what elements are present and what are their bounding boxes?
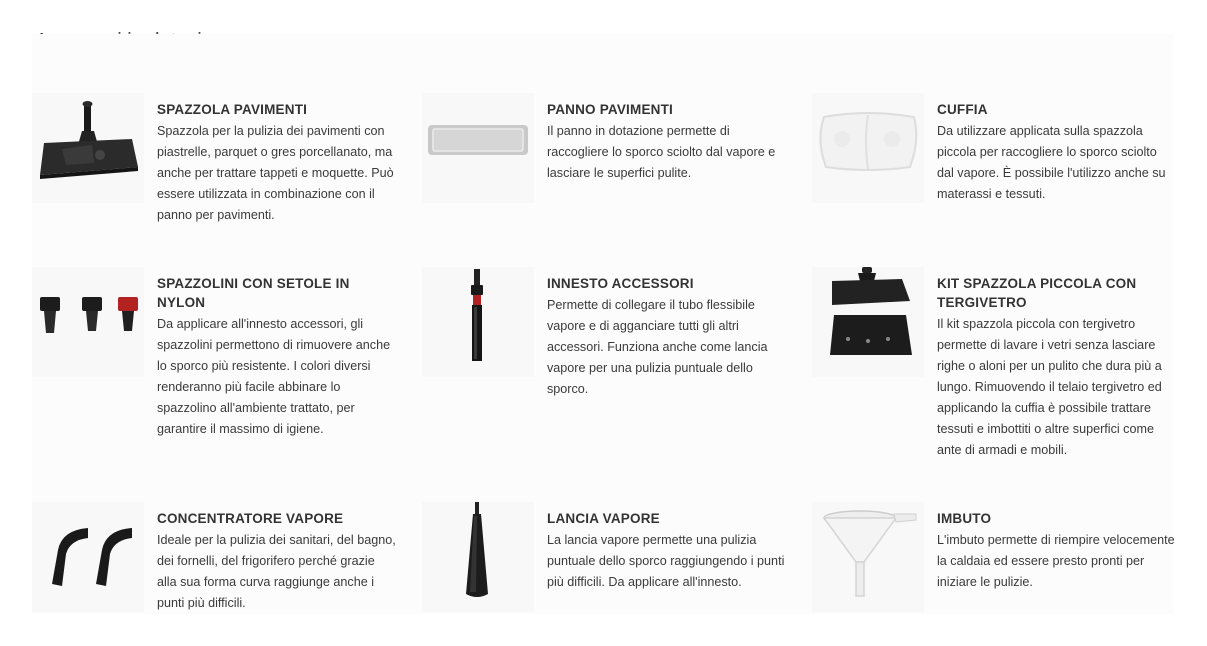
accessory-item-floor-cloth [422,93,802,203]
accessory-item-steam-lance [422,502,802,612]
accessory-description: Il panno in dotazione permette di raccogliere lo sporco sciolto dal vapore e lasciare le superfici pulite. [547,124,776,180]
accessory-description: Da applicare all'innesto accessori, gli spazzolini permettono di rimuovere anche lo sporco più resistente. I colori diversi renderanno più facile abbinare lo spazzolino all'ambiente trattato, per garantire il massimo di igiene. [157,317,391,436]
accessory-title: LANCIA VAPORE [547,511,660,526]
accessory-description: La lancia vapore permette una pulizia puntuale dello sporco raggiungendo i punti più difficili. Da applicare all'innesto. [547,533,785,589]
accessory-title: CONCENTRATORE VAPORE [157,511,344,526]
accessory-item-small-brush-squeegee [812,267,1192,487]
funnel-icon [812,502,924,612]
accessory-description: Da utilizzare applicata sulla spazzola piccola per raccogliere lo sporco sciolto dal vapore. È possibile l'utilizzo anche su materassi e tessuti. [937,124,1166,201]
accessory-title: SPAZZOLINI CON SETOLE IN NYLON [157,276,350,310]
steam-lance-icon [422,502,534,612]
floor-cloth-icon [422,93,534,203]
steam-concentrator-icon [32,502,144,612]
accessory-title: CUFFIA [937,102,988,117]
bonnet-icon [812,93,924,203]
accessory-description: Ideale per la pulizia dei sanitari, del bagno, dei fornelli, del frigorifero perché grazie alla sua forma curva raggiunge anche i punti più difficili. [157,533,396,610]
accessory-item-floor-brush [32,93,412,253]
accessory-title: SPAZZOLA PAVIMENTI [157,102,308,117]
accessory-item-funnel [812,502,1192,612]
floor-brush-icon [32,93,144,203]
nylon-brushes-icon [32,267,144,377]
accessory-item-nylon-brushes [32,267,412,447]
accessory-item-accessory-connector [422,267,802,397]
accessory-title: KIT SPAZZOLA PICCOLA CON TERGIVETRO [937,276,1137,310]
accessory-title: INNESTO ACCESSORI [547,276,694,291]
accessory-connector-icon [422,267,534,377]
accessory-description: Permette di collegare il tubo flessibile vapore e di agganciare tutti gli altri accessori. Funziona anche come lancia vapore per una pulizia puntuale dello sporco. [547,298,768,396]
accessory-description: L'imbuto permette di riempire velocemente la caldaia ed essere presto pronti per iniziare le pulizie. [937,533,1175,589]
accessory-item-bonnet [812,93,1192,203]
accessory-item-steam-concentrator [32,502,412,612]
accessory-title: PANNO PAVIMENTI [547,102,674,117]
accessory-title: IMBUTO [937,511,992,526]
accessory-description: Spazzola per la pulizia dei pavimenti con piastrelle, parquet o gres porcellanato, ma anche per trattare tappeti e moquette. Può essere utilizzata in combinazione con il panno per pavimenti. [157,124,394,222]
accessory-description: Il kit spazzola piccola con tergivetro permette di lavare i vetri senza lasciare righe o aloni per un pulito che dura più a lungo. Rimuovendo il telaio tergivetro ed applicando la cuffia è possibile trattare tessuti e imbottiti o altre superfici come ante di armadi e mobili. [937,317,1162,457]
small-brush-squeegee-icon [812,267,924,377]
